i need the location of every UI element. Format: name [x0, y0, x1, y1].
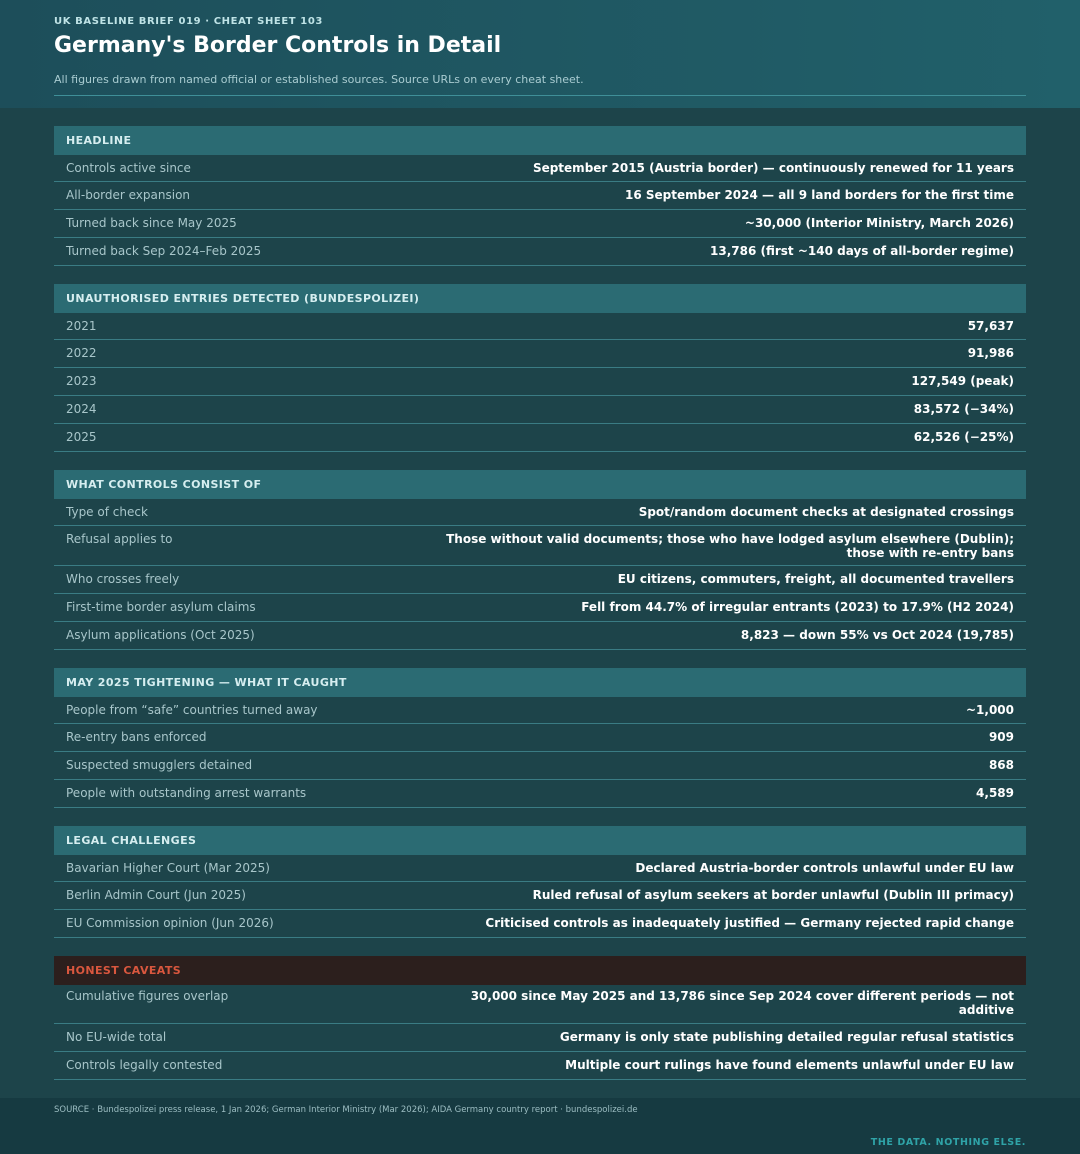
table-row	[54, 985, 1026, 1024]
row-label: 2021	[66, 319, 97, 333]
row-label: Berlin Admin Court (Jun 2025)	[66, 888, 246, 902]
row-label: Turned back since May 2025	[66, 216, 237, 230]
table-row	[54, 424, 1026, 452]
row-value: 57,637	[967, 319, 1014, 333]
row-value: 8,823 — down 55% vs Oct 2024 (19,785)	[740, 628, 1014, 642]
table-row	[54, 396, 1026, 424]
page-footer	[0, 1098, 1080, 1154]
row-value: Those without valid documents; those who have lodged asylum elsewhere (Dublin); those with re-entry bans	[446, 532, 1014, 560]
row-label: Suspected smugglers detained	[66, 758, 253, 772]
header-divider	[54, 95, 1026, 96]
footer-tagline: THE DATA. NOTHING ELSE.	[870, 1137, 1026, 1148]
section-legal-challenges	[54, 826, 1026, 938]
table-row	[54, 182, 1026, 210]
row-value: September 2015 (Austria border) — continuously renewed for 11 years	[532, 161, 1014, 175]
table-row	[54, 780, 1026, 808]
table-row	[54, 526, 1026, 566]
row-label: Asylum applications (Oct 2025)	[66, 628, 255, 642]
table-row	[54, 622, 1026, 650]
row-label: All-border expansion	[66, 188, 191, 202]
row-label: 2022	[66, 346, 97, 360]
row-label: Turned back Sep 2024–Feb 2025	[66, 244, 262, 258]
row-value: 16 September 2024 — all 9 land borders for the first time	[625, 188, 1014, 202]
row-value: Spot/random document checks at designated crossings	[638, 505, 1014, 519]
row-value: ~30,000 (Interior Ministry, March 2026)	[744, 216, 1014, 230]
section-what-controls-consist-of	[54, 470, 1026, 650]
table-row	[54, 724, 1026, 752]
row-label: People with outstanding arrest warrants	[66, 786, 307, 800]
row-label: Controls legally contested	[66, 1058, 223, 1072]
section-title: WHAT CONTROLS CONSIST OF	[54, 470, 1026, 499]
row-value: Ruled refusal of asylum seekers at border unlawful (Dublin III primacy)	[532, 888, 1014, 902]
row-label: Type of check	[66, 505, 148, 519]
row-value: Germany is only state publishing detailed regular refusal statistics	[559, 1030, 1014, 1044]
table-row	[54, 499, 1026, 526]
row-value: 13,786 (first ~140 days of all-border regime)	[710, 244, 1014, 258]
table-row	[54, 368, 1026, 396]
row-label: Re-entry bans enforced	[66, 730, 207, 744]
table-row	[54, 566, 1026, 594]
table-row	[54, 752, 1026, 780]
row-label: Who crosses freely	[66, 572, 180, 586]
source-note: SOURCE · Bundespolizei press release, 1 Jan 2026; German Interior Ministry (Mar 2026); AIDA Germany country report · bundespolizei.de	[54, 1105, 638, 1115]
row-value: 30,000 since May 2025 and 13,786 since Sep 2024 cover different periods — not additive	[470, 989, 1014, 1017]
row-label: First-time border asylum claims	[66, 600, 256, 614]
brief-kicker: UK BASELINE BRIEF 019 · CHEAT SHEET 103	[54, 16, 323, 27]
section-title: HONEST CAVEATS	[54, 956, 1026, 985]
table-row	[54, 855, 1026, 882]
row-label: 2024	[66, 402, 97, 416]
row-value: 4,589	[976, 786, 1014, 800]
row-label: Bavarian Higher Court (Mar 2025)	[66, 861, 270, 875]
row-value: Fell from 44.7% of irregular entrants (2023) to 17.9% (H2 2024)	[581, 600, 1014, 614]
section-headline	[54, 126, 1026, 266]
table-row	[54, 210, 1026, 238]
row-label: Refusal applies to	[66, 532, 173, 546]
section-unauthorised-entries	[54, 284, 1026, 452]
page-title: Germany's Border Controls in Detail	[54, 33, 502, 58]
section-title: HEADLINE	[54, 126, 1026, 155]
row-value: Criticised controls as inadequately justified — Germany rejected rapid change	[485, 916, 1014, 930]
row-label: Cumulative figures overlap	[66, 989, 229, 1003]
section-honest-caveats	[54, 956, 1026, 1080]
row-value: EU citizens, commuters, freight, all documented travellers	[617, 572, 1014, 586]
table-row	[54, 882, 1026, 910]
table-row	[54, 1052, 1026, 1080]
row-value: 83,572 (−34%)	[913, 402, 1014, 416]
row-label: 2023	[66, 374, 97, 388]
row-value: ~1,000	[965, 703, 1014, 717]
table-row	[54, 238, 1026, 266]
table-row	[54, 340, 1026, 368]
row-label: EU Commission opinion (Jun 2026)	[66, 916, 274, 930]
page-header	[0, 0, 1080, 108]
row-value: Declared Austria-border controls unlawful under EU law	[635, 861, 1014, 875]
section-title: MAY 2025 TIGHTENING — WHAT IT CAUGHT	[54, 668, 1026, 697]
row-value: 62,526 (−25%)	[913, 430, 1014, 444]
table-row	[54, 155, 1026, 182]
table-row	[54, 1024, 1026, 1052]
section-title: LEGAL CHALLENGES	[54, 826, 1026, 855]
row-value: 127,549 (peak)	[911, 374, 1014, 388]
row-label: No EU-wide total	[66, 1030, 167, 1044]
page-subtitle: All figures drawn from named official or established sources. Source URLs on every cheat sheet.	[54, 73, 584, 86]
table-row	[54, 594, 1026, 622]
row-label: Controls active since	[66, 161, 191, 175]
row-value: 91,986	[967, 346, 1014, 360]
row-value: 909	[988, 730, 1014, 744]
section-title: UNAUTHORISED ENTRIES DETECTED (BUNDESPOLIZEI)	[54, 284, 1026, 313]
row-value: Multiple court rulings have found elements unlawful under EU law	[565, 1058, 1014, 1072]
row-label: People from “safe” countries turned away	[66, 703, 318, 717]
row-label: 2025	[66, 430, 97, 444]
table-row	[54, 697, 1026, 724]
section-may-2025-tightening	[54, 668, 1026, 808]
table-row	[54, 910, 1026, 938]
row-value: 868	[988, 758, 1014, 772]
table-row	[54, 313, 1026, 340]
